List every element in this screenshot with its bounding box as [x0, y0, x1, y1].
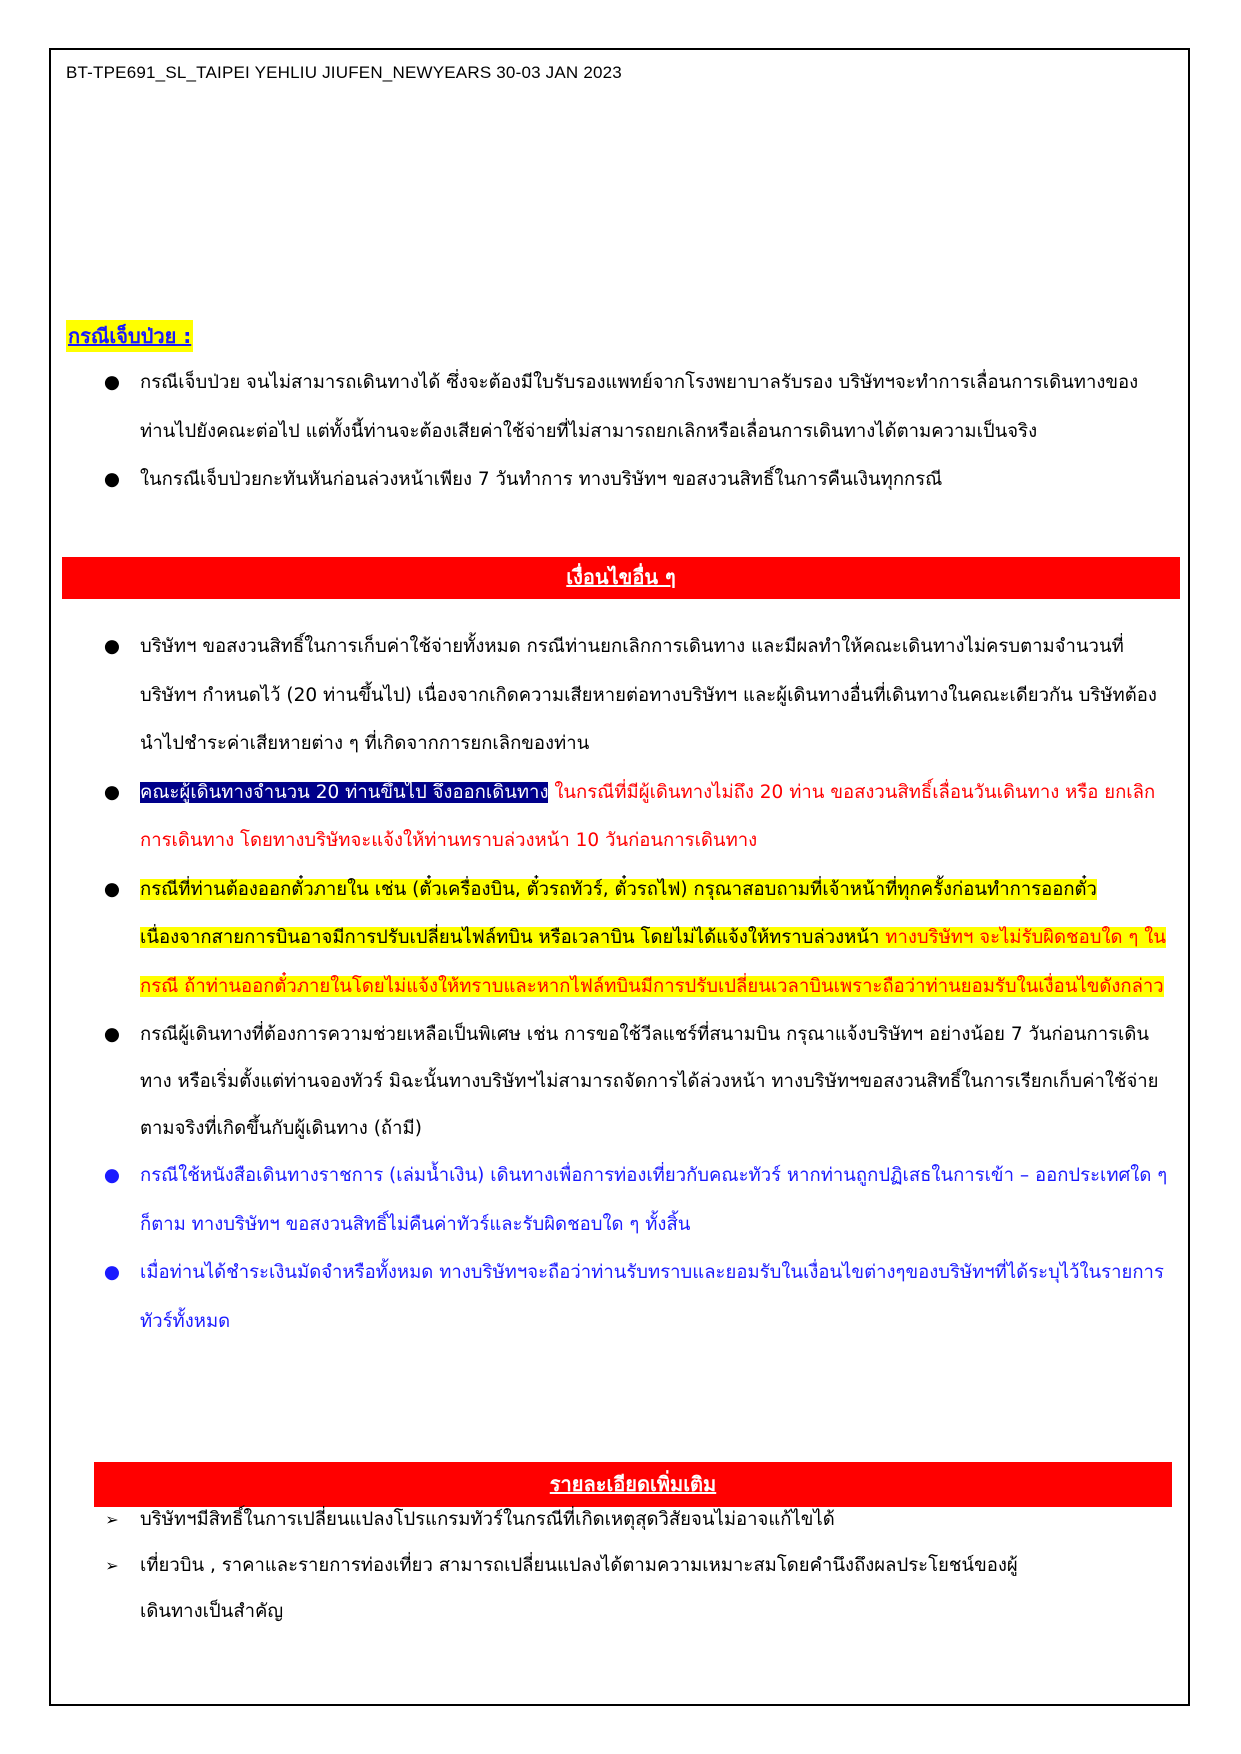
details-item-1: บริษัทฯมีสิทธิ์ในการเปลี่ยนแปลงโปรแกรมทัวร์ในกรณีที่เกิดเหตุสุดวิสัยจนไม่อาจแก้ไขได้	[140, 1509, 835, 1530]
condition-item-2-highlight: คณะผู้เดินทางจำนวน 20 ท่านขึ้นไป จึงออกเดินทาง	[140, 781, 549, 803]
condition-item-3-text: กรณีที่ท่านต้องออกตั๋วภายใน เช่น (ตั๋วเครื่องบิน, ตั๋วรถทัวร์, ตั๋วรถไฟ) กรุณาสอบถามที่เจ้าหน้าที่ทุกครั้งก่อนทำการออกตั๋ว เนื่องจากสายการบินอาจมีการปรับเปลี่ยนไฟล์ทบิน หรือเวลาบิน โดยไม่ได้แจ้งให้ทราบล่วงหน้า	[140, 878, 1097, 948]
condition-item-1: บริษัทฯ ขอสงวนสิทธิ์ในการเก็บค่าใช้จ่ายทั้งหมด กรณีท่านยกเลิกการเดินทาง และมีผลทำให้คณะเดินทางไม่ครบตามจำนวนที่บริษัทฯ กำหนดไว้ (20 ท่านขึ้นไป) เนื่องจากเกิดความเสียหายต่อทางบริษัทฯ และผู้เดินทางอื่นที่เดินทางในคณะเดียวกัน บริษัทต้องนำไปชำระค่าเสียหายต่าง ๆ ที่เกิดจากการยกเลิกของท่าน	[140, 636, 1157, 754]
arrow-bullet-icon: ➢	[105, 1556, 119, 1575]
bullet-icon: ●	[103, 636, 121, 657]
illness-item-1: กรณีเจ็บป่วย จนไม่สามารถเดินทางได้ ซึ่งจะต้องมีใบรับรองแพทย์จากโรงพยาบาลรับรอง บริษัทฯจะทำการเลื่อนการเดินทางของท่านไปยังคณะต่อไป แต่ทั้งนี้ท่านจะต้องเสียค่าใช้จ่ายที่ไม่สามารถยกเลิกหรือเลื่อนการเดินทางได้ตามความเป็นจริง	[140, 372, 1139, 442]
bullet-icon: ●	[103, 878, 121, 900]
bullet-icon: ●	[103, 1262, 121, 1283]
more-details-list	[102, 1497, 1172, 1635]
illness-item-2: ในกรณีเจ็บป่วยกะทันหันก่อนล่วงหน้าเพียง 7 วันทำการ ทางบริษัทฯ ขอสงวนสิทธิ์ในการคืนเงินทุกกรณี	[140, 469, 943, 490]
bullet-icon: ●	[103, 781, 121, 803]
other-conditions-list	[102, 623, 1172, 1346]
condition-item-2-text: ในกรณีที่มีผู้เดินทางไม่ถึง 20 ท่าน ขอสงวนสิทธิ์เลื่อนวันเดินทาง หรือ ยกเลิกการเดินทาง โดยทางบริษัทจะแจ้งให้ท่านทราบล่วงหน้า 10 วันก่อนการเดินทาง	[140, 781, 1156, 851]
list-item	[102, 456, 1172, 505]
bullet-icon: ●	[103, 1165, 121, 1186]
details-item-2: เที่ยวบิน , ราคาและรายการท่องเที่ยว สามารถเปลี่ยนแปลงได้ตามความเหมาะสมโดยคำนึงถึงผลประโยชน์ของผู้เดินทางเป็นสำคัญ	[140, 1555, 1018, 1622]
other-conditions-title: เงื่อนไขอื่น ๆ	[566, 565, 676, 589]
list-item	[102, 359, 1172, 456]
list-item	[102, 1543, 1172, 1635]
condition-item-6: เมื่อท่านได้ชำระเงินมัดจำหรือทั้งหมด ทางบริษัทฯจะถือว่าท่านรับทราบและยอมรับในเงื่อนไขต่างๆของบริษัทฯที่ได้ระบุไว้ในรายการทัวร์ทั้งหมด	[140, 1262, 1164, 1332]
more-details-title: รายละเอียดเพิ่มเติม	[549, 1472, 717, 1496]
condition-item-4: กรณีผู้เดินทางที่ต้องการความช่วยเหลือเป็นพิเศษ เช่น การขอใช้วีลแชร์ที่สนามบิน กรุณาแจ้งบริษัทฯ อย่างน้อย 7 วันก่อนการเดินทาง หรือเริ่มตั้งแต่ท่านจองทัวร์ มิฉะนั้นทางบริษัทฯไม่สามารถจัดการได้ล่วงหน้า ทางบริษัทฯขอสงวนสิทธิ์ในการเรียกเก็บค่าใช้จ่ายตามจริงที่เกิดขึ้นกับผู้เดินทาง (ถ้ามี)	[140, 1024, 1159, 1139]
bullet-icon: ●	[103, 1024, 121, 1045]
other-conditions-header-bar	[62, 557, 1180, 599]
list-item	[102, 769, 1172, 866]
list-item	[102, 1152, 1172, 1249]
list-item	[102, 1497, 1172, 1543]
illness-section-title: กรณีเจ็บป่วย :	[66, 320, 193, 352]
list-item	[102, 866, 1172, 1012]
arrow-bullet-icon: ➢	[105, 1510, 119, 1529]
bullet-icon: ●	[103, 372, 121, 393]
illness-list	[102, 359, 1172, 505]
bullet-icon: ●	[103, 469, 121, 490]
condition-item-5: กรณีใช้หนังสือเดินทางราชการ (เล่มน้ำเงิน) เดินทางเพื่อการท่องเที่ยวกับคณะทัวร์ หากท่านถูกปฏิเสธในการเข้า – ออกประเทศใด ๆ ก็ตาม ทางบริษัทฯ ขอสงวนสิทธิ์ไม่คืนค่าทัวร์และรับผิดชอบใด ๆ ทั้งสิ้น	[140, 1165, 1168, 1235]
list-item	[102, 623, 1172, 769]
list-item	[102, 1249, 1172, 1346]
condition-item-3-warning: ทางบริษัทฯ จะไม่รับผิดชอบใด ๆ ในกรณี ถ้าท่านออกตั๋วภายในโดยไม่แจ้งให้ทราบและหากไฟล์ทบินมีการปรับเปลี่ยนเวลาบินเพราะถือว่าท่านยอมรับในเงื่อนไขดังกล่าว	[140, 927, 1166, 997]
list-item	[102, 1011, 1172, 1152]
document-header: BT-TPE691_SL_TAIPEI YEHLIU JIUFEN_NEWYEARS 30-03 JAN 2023	[66, 63, 622, 82]
